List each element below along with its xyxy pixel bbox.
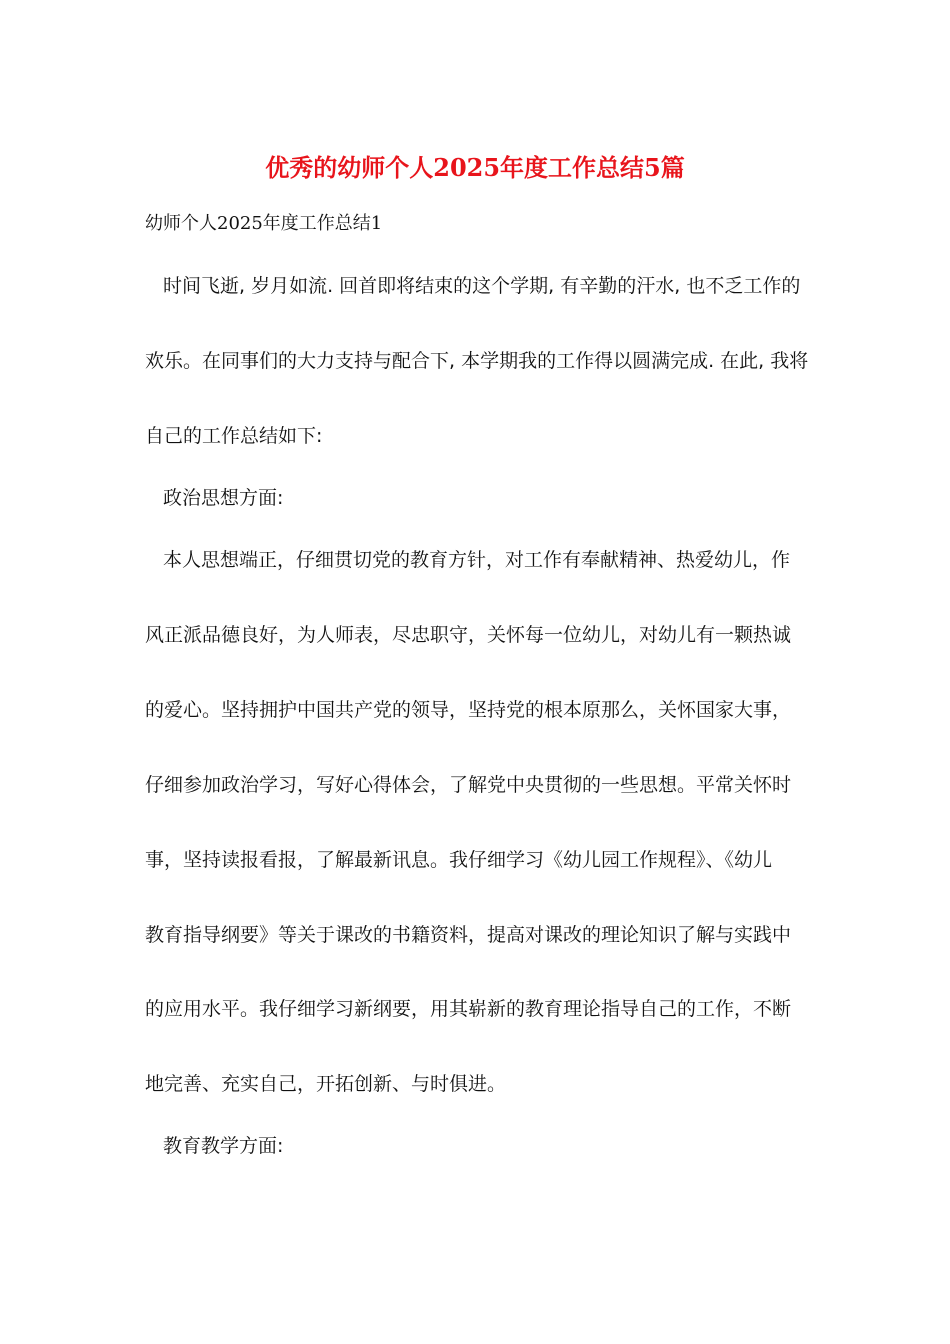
subheading-line: 政治思想方面: [163, 487, 284, 509]
paragraph-line: 自己的工作总结如下: [145, 425, 323, 447]
paragraph-line: 本人思想端正，仔细贯切党的教育方针，对工作有奉献精神、热爱幼儿，作 [163, 549, 791, 571]
paragraph-line: 风正派品德良好，为人师表，尽忠职守，关怀每一位幼儿，对幼儿有一颗热诚 [145, 624, 792, 646]
paragraph-line: 地完善、充实自己，开拓创新、与时俱进。 [145, 1073, 507, 1095]
paragraph-line: 教育指导纲要》等关于课改的书籍资料，提高对课改的理论知识了解与实践中 [145, 924, 792, 946]
paragraph-line: 的爱心。坚持拥护中国共产党的领导，坚持党的根本原那么，关怀国家大事， [145, 699, 792, 721]
document-title: 优秀的幼师个人2025年度工作总结5篇 [265, 153, 685, 182]
subheading-line: 教育教学方面: [163, 1135, 284, 1157]
section-heading: 幼师个人2025年度工作总结1 [145, 213, 383, 234]
paragraph-line: 时间飞逝, 岁月如流. 回首即将结束的这个学期, 有辛勤的汗水, 也不乏工作的 [163, 275, 801, 297]
paragraph-line: 的应用水平。我仔细学习新纲要，用其崭新的教育理论指导自己的工作，不断 [145, 998, 792, 1020]
paragraph-line: 事，坚持读报看报，了解最新讯息。我仔细学习《幼儿园工作规程》、《幼儿 [145, 849, 773, 871]
paragraph-line: 仔细参加政治学习，写好心得体会，了解党中央贯彻的一些思想。平常关怀时 [145, 774, 792, 796]
paragraph-line: 欢乐。在同事们的大力支持与配合下, 本学期我的工作得以圆满完成. 在此, 我将 [145, 350, 809, 372]
